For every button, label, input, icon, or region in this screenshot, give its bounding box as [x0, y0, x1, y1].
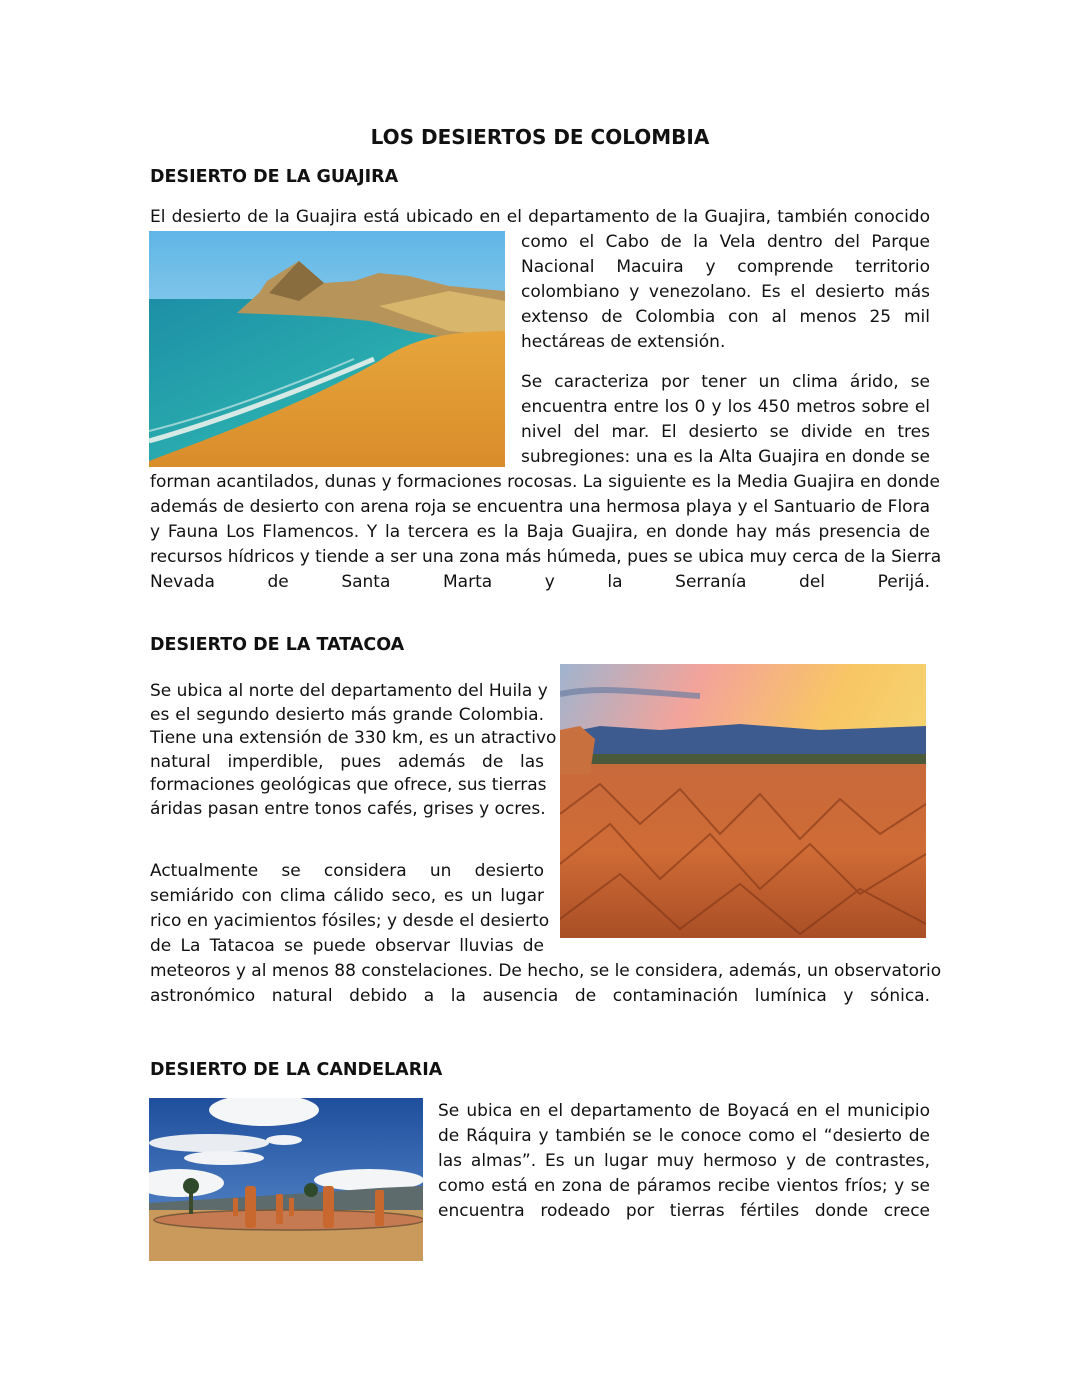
guajira-paragraph-intro-line	[150, 205, 930, 230]
tatacoa-canyon-image	[560, 664, 926, 938]
text-line: encuentra rodeado por tierras fértiles donde crece	[438, 1201, 930, 1221]
text-line: de Ráquira y también se le conoce como el “desierto de	[438, 1126, 930, 1146]
page-title: LOS DESIERTOS DE COLOMBIA	[370, 125, 710, 149]
text-line: como el Cabo de la Vela dentro del Parque	[521, 232, 930, 252]
text-line: subregiones: una es la Alta Guajira en donde se	[521, 447, 930, 467]
text-line: nivel del mar. El desierto se divide en tres	[521, 422, 930, 442]
candelaria-sculptures-image	[149, 1098, 423, 1261]
text-line: semiárido con clima cálido seco, es un lugar	[150, 886, 544, 906]
text-line: extenso de Colombia con al menos 25 mil	[521, 307, 930, 327]
tatacoa-paragraph-climate	[150, 859, 550, 959]
tatacoa-paragraph-location	[150, 680, 557, 821]
text-line: rico en yacimientos fósiles; y desde el desierto	[150, 911, 550, 931]
text-line: formaciones geológicas que ofrece, sus tierras	[150, 775, 547, 795]
text-line: Nacional Macuira y comprende territorio	[521, 257, 930, 277]
tatacoa-paragraph-observatory	[150, 959, 942, 1009]
text-line: Nevada de Santa Marta y la Serranía del Perijá.	[150, 572, 930, 592]
guajira-paragraph-subregions	[150, 470, 942, 595]
candelaria-paragraph-location	[438, 1099, 930, 1224]
section-heading-candelaria: DESIERTO DE LA CANDELARIA	[150, 1060, 443, 1080]
text-line: Tiene una extensión de 330 km, es un atractivo	[150, 728, 557, 748]
guajira-paragraph-location	[521, 230, 930, 355]
text-line: Actualmente se considera un desierto	[150, 861, 544, 881]
text-line: Se ubica en el departamento de Boyacá en el municipio	[438, 1101, 930, 1121]
text-line: las almas”. Es un lugar muy hermoso y de contrastes,	[438, 1151, 930, 1171]
text-line: natural imperdible, pues además de las	[150, 751, 544, 772]
text-line: áridas pasan entre tonos cafés, grises y ocres.	[150, 798, 546, 819]
guajira-paragraph-climate	[521, 370, 930, 470]
text-line: forman acantilados, dunas y formaciones rocosas. La siguiente es la Media Guajira en donde	[150, 472, 940, 492]
text-line: como está en zona de páramos recibe vientos fríos; y se	[438, 1176, 930, 1196]
text-line: hectáreas de extensión.	[521, 332, 726, 352]
text-line: es el segundo desierto más grande Colombia.	[150, 704, 544, 725]
text-line: recursos hídricos y tiende a ser una zona más húmeda, pues se ubica muy cerca de la Sierra	[150, 547, 942, 567]
text-line: además de desierto con arena roja se encuentra una hermosa playa y el Santuario de Flora	[150, 497, 930, 517]
section-heading-guajira: DESIERTO DE LA GUAJIRA	[150, 167, 399, 187]
text-line: Se ubica al norte del departamento del Huila y	[150, 681, 548, 701]
guajira-beach-image	[149, 231, 505, 467]
text-line: de La Tatacoa se puede observar lluvias de	[150, 936, 544, 956]
text-line: colombiano y venezolano. Es el desierto más	[521, 282, 930, 302]
text-line: astronómico natural debido a la ausencia de contaminación lumínica y sónica.	[150, 986, 930, 1006]
text-line: El desierto de la Guajira está ubicado en el departamento de la Guajira, también conocido	[150, 207, 930, 227]
text-line: y Fauna Los Flamencos. Y la tercera es la Baja Guajira, en donde hay más presencia de	[150, 522, 930, 542]
text-line: Se caracteriza por tener un clima árido, se	[521, 372, 930, 392]
text-line: encuentra entre los 0 y los 450 metros sobre el	[521, 397, 930, 417]
section-heading-tatacoa: DESIERTO DE LA TATACOA	[150, 635, 405, 655]
text-line: meteoros y al menos 88 constelaciones. De hecho, se le considera, además, un observatorio	[150, 961, 942, 981]
